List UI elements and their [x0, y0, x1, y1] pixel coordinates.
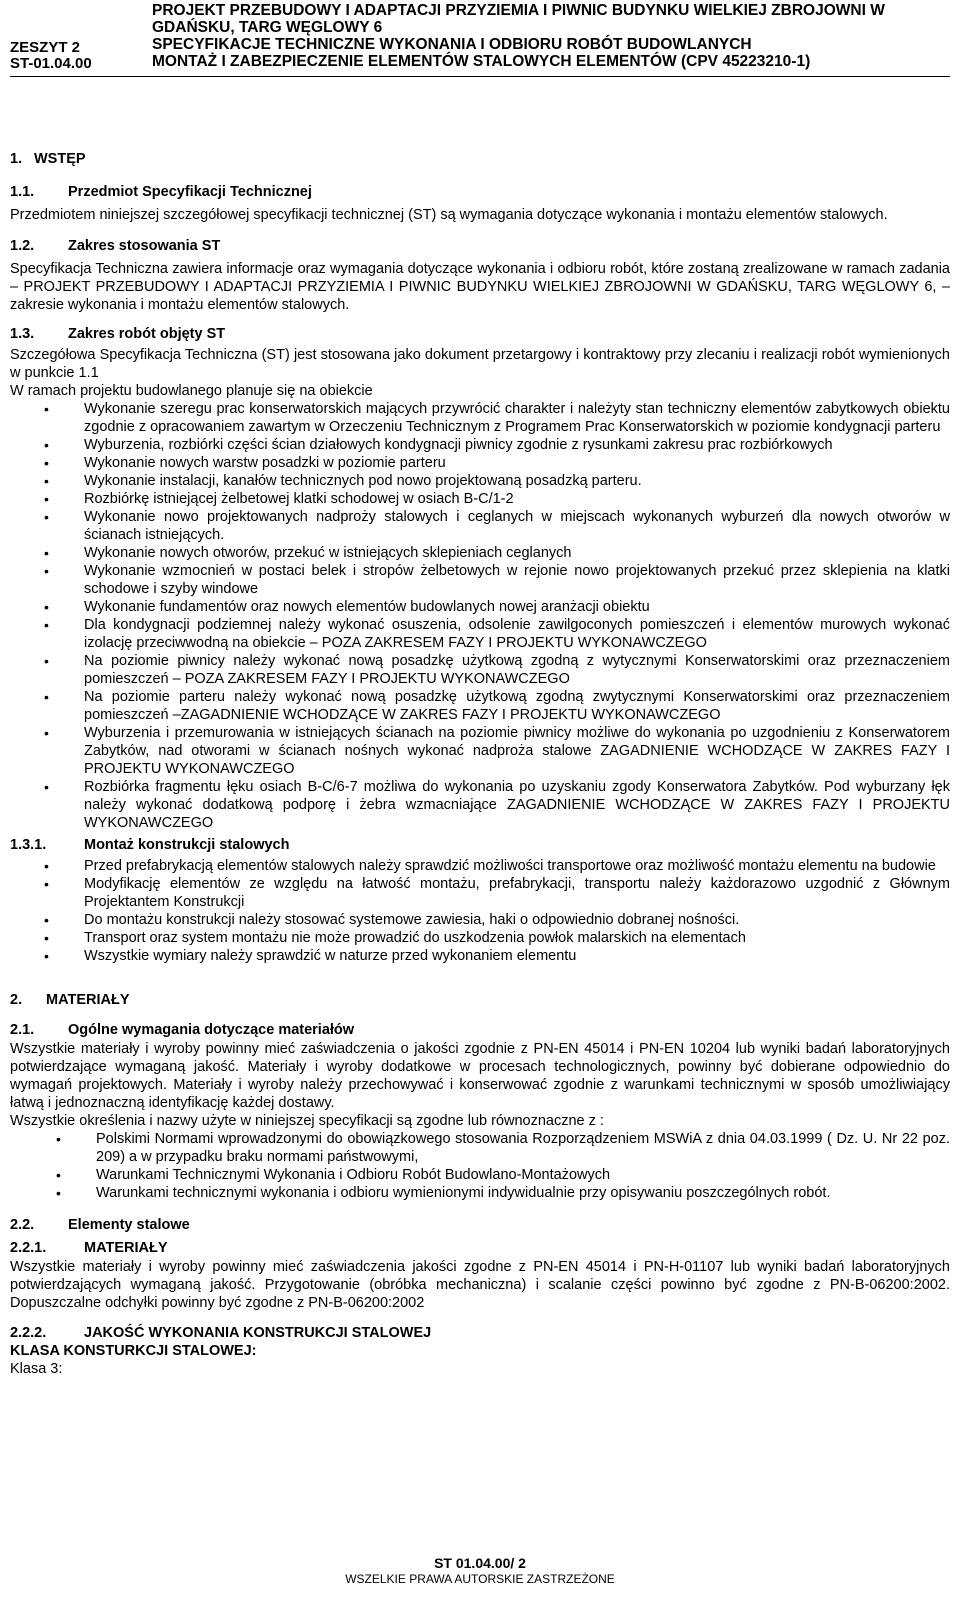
section-number: 2.2.2.: [10, 1325, 47, 1341]
steel-class-title: KLASA KONSTURKCJI STALOWEJ:: [10, 1343, 257, 1359]
list-item: • Wykonanie instalacji, kanałów technicznych pod nowo projektowaną posadzką parteru.: [10, 472, 950, 490]
header-code: ST-01.04.00: [10, 55, 92, 72]
list-item: • Wykonanie nowych otworów, przekuć w istniejących sklepieniach ceglanych: [10, 544, 950, 562]
section-title: Zakres robót objęty ST: [68, 326, 226, 342]
header-line-4: MONTAŻ I ZABEZPIECZENIE ELEMENTÓW STALOWYCH ELEMENTÓW (CPV 45223210-1): [152, 53, 811, 70]
header-right: [152, 2, 952, 70]
list-item: • Wykonanie szeregu prac konserwatorskich mających przywrócić charakter i należyty stan techniczny elementów zabytkowych obiektu zgodnie z opracowaniem zawartym w Orzeczeniu Technicznym z Programem Prac Konserwatorskich w poziomie kondygnacji parteru: [10, 400, 950, 436]
list-item: • Na poziomie parteru należy wykonać nową posadzkę użytkową zgodną zwytycznymi Konserwatorskimi oraz przeznaczeniem pomieszczeń –ZAGADNIENIE WCHODZĄCE W ZAKRES FAZY I PROJEKTU WYKONAWCZEGO: [10, 688, 950, 724]
header-left: [10, 8, 92, 72]
page-number: ST 01.04.00/ 2: [434, 1555, 526, 1571]
list-item: • Polskimi Normami wprowadzonymi do obowiązkowego stosowania Rozporządzeniem MSWiA z dnia 04.03.1999 ( Dz. U. Nr 22 poz. 209) a w przypadku braku normami państwowymi,: [10, 1130, 950, 1166]
section-1-2-text: Specyfikacja Techniczna zawiera informacje oraz wymagania dotyczące wykonania i odbioru robót, które zostaną zrealizowane w ramach zadania – PROJEKT PRZEBUDOWY I ADAPTACJI PRZYZIEMIA I PIWNIC BUDYNKU WIELKIEJ ZBROJOWNI W GDAŃSKU, TARG WĘGLOWY 6, – zakresie wykonania i montażu elementów stalowych.: [10, 261, 950, 313]
list-item: • Wyburzenia, rozbiórki części ścian działowych kondygnacji piwnicy zgodnie z rysunkami zakresu prac rozbiórkowych: [10, 436, 950, 454]
section-1-heading: [10, 150, 950, 168]
header-line-1: PROJEKT PRZEBUDOWY I ADAPTACJI PRZYZIEMIA I PIWNIC BUDYNKU WIELKIEJ ZBROJOWNI W: [152, 2, 885, 19]
scope-list: [10, 400, 950, 832]
section-number: 2.1.: [10, 1022, 35, 1038]
header-zeszyt: ZESZYT 2: [10, 39, 81, 56]
list-item: • Wykonanie fundamentów oraz nowych elementów budowlanych nowej aranżacji obiektu: [10, 598, 950, 616]
section-title: Zakres stosowania ST: [68, 238, 221, 254]
section-1-3-1-heading: [10, 836, 950, 854]
section-2-2-2-heading: [10, 1324, 950, 1342]
list-item: • Wyburzenia i przemurowania w istniejących ścianach na poziomie piwnicy możliwe do wykonania po uzgodnieniu z Konserwatorem Zabytków, nad otworami w ścianach nośnych wykonać nadproża stalowe ZAGADNIENIE WCHODZĄCE W ZAKRES FAZY I PROJEKTU WYKONAWCZEGO: [10, 724, 950, 778]
section-number: 2.: [10, 992, 23, 1008]
list-item: • Na poziomie piwnicy należy wykonać nową posadzkę użytkową zgodną z wytycznymi Konserwatorskimi oraz przeznaczeniem pomieszczeń – POZA ZAKRESEM FAZY I PROJEKTU WYKONAWCZEGO: [10, 652, 950, 688]
section-number: 2.2.1.: [10, 1240, 47, 1256]
section-2-2-1-text: Wszystkie materiały i wyroby powinny mieć zaświadczenia jakości zgodne z PN-EN 45014 i PN-H-01107 lub wyniki badań laboratoryjnych potwierdzających wymaganą jakość. Przygotowanie (obróbka mechaniczna) i scalanie części powinno być zgodne z PN-B-06200:2002. Dopuszczalne odchyłki powinny być zgodne z PN-B-06200:2002: [10, 1259, 950, 1311]
list-item: • Dla kondygnacji podziemnej należy wykonać osuszenia, odsolenie zawilgoconych pomieszczeń i elementów murowych wykonać izolację przeciwwodną na obiekcie – POZA ZAKRESEM FAZY I PROJEKTU WYKONAWCZEGO: [10, 616, 950, 652]
section-title: MATERIAŁY: [84, 1240, 168, 1256]
header-rule: [10, 76, 950, 77]
section-number: 1.2.: [10, 238, 35, 254]
section-2-1-heading: [10, 1021, 950, 1039]
list-item: • Wykonanie nowo projektowanych nadproży stalowych i ceglanych w miejscach wykonanych wyburzeń dla nowych otworów w ścianach istniejących.: [10, 508, 950, 544]
section-2-1-intro: Wszystkie określenia i nazwy użyte w niniejszej specyfikacji są zgodne lub równoznaczne z :: [10, 1113, 604, 1129]
page-footer: [0, 1555, 960, 1587]
section-title: Ogólne wymagania dotyczące materiałów: [68, 1022, 355, 1038]
section-title: MATERIAŁY: [46, 992, 130, 1008]
section-title: JAKOŚĆ WYKONANIA KONSTRUKCJI STALOWEJ: [84, 1325, 432, 1341]
header-line-3: SPECYFIKACJE TECHNICZNE WYKONANIA I ODBIORU ROBÓT BUDOWLANYCH: [152, 36, 752, 53]
steel-class-value: Klasa 3:: [10, 1361, 63, 1377]
document-body: [10, 150, 950, 1378]
copyright-notice: WSZELKIE PRAWA AUTORSKIE ZASTRZEŻONE: [345, 1572, 615, 1586]
page-header: [0, 0, 960, 76]
list-item: • Wykonanie nowych warstw posadzki w poziomie parteru: [10, 454, 950, 472]
section-2-heading: [10, 991, 950, 1009]
section-number: 1.3.: [10, 326, 35, 342]
list-item: • Wszystkie wymiary należy sprawdzić w naturze przed wykonaniem elementu: [10, 947, 950, 965]
list-item: • Transport oraz system montażu nie może prowadzić do uszkodzenia powłok malarskich na elementach: [10, 929, 950, 947]
section-2-2-1-heading: [10, 1239, 950, 1257]
section-title: Przedmiot Specyfikacji Technicznej: [68, 184, 312, 200]
section-title: WSTĘP: [34, 151, 86, 167]
list-item: • Warunkami Technicznymi Wykonania i Odbioru Robót Budowlano-Montażowych: [10, 1166, 950, 1184]
section-number: 2.2.: [10, 1217, 35, 1233]
section-2-1-text: Wszystkie materiały i wyroby powinny mieć zaświadczenia o jakości zgodnie z PN-EN 45014 i PN-EN 10204 lub wyniki badań laboratoryjnych potwierdzające wymaganą jakość. Materiały i wyroby dodatkowe w procesach technologicznych, powinny być dobierane odpowiednio do wymagań projektowych. Materiały i wyroby należy przechowywać i konserwować zgodnie z warunkami technicznymi w sposób umożliwiający łatwą i jednoznaczną identyfikację każdej dostawy.: [10, 1041, 950, 1111]
list-item: • Warunkami technicznymi wykonania i odbioru wymienionymi indywidualnie przy opisywaniu poszczególnych robót.: [10, 1184, 950, 1202]
section-2-2-heading: [10, 1216, 950, 1234]
section-1-3-intro: W ramach projektu budowlanego planuje się na obiekcie: [10, 383, 373, 399]
header-line-2: GDAŃSKU, TARG WĘGLOWY 6: [152, 19, 383, 36]
list-item: • Rozbiórkę istniejącej żelbetowej klatki schodowej w osiach B-C/1-2: [10, 490, 950, 508]
section-1-1-heading: [10, 183, 950, 201]
section-1-1-text: Przedmiotem niniejszej szczegółowej specyfikacji technicznej (ST) są wymagania dotyczące wykonania i montażu elementów stalowych.: [10, 207, 888, 223]
section-title: Montaż konstrukcji stalowych: [84, 837, 290, 853]
assembly-list: [10, 857, 950, 965]
list-item: • Rozbiórka fragmentu łęku osiach B-C/6-7 możliwa do wykonania po uzyskaniu zgody Konserwatora Zabytków. Pod wyburzany łęk należy wykonać dodatkową podporę i żebra wzmacniające ZAGADNIENIE WCHODZĄCE W ZAKRES FAZY I PROJEKTU WYKONAWCZEGO: [10, 778, 950, 832]
section-1-3-text: Szczegółowa Specyfikacja Techniczna (ST) jest stosowana jako dokument przetargowy i kontraktowy przy zlecaniu i realizacji robót wymienionych w punkcie 1.1: [10, 347, 950, 381]
list-item: • Modyfikację elementów ze względu na łatwość montażu, prefabrykacji, transportu należy każdorazowo uzgodnić z Głównym Projektantem Konstrukcji: [10, 875, 950, 911]
list-item: • Przed prefabrykacją elementów stalowych należy sprawdzić możliwości transportowe oraz możliwość montażu elementu na budowie: [10, 857, 950, 875]
section-number: 1.3.1.: [10, 837, 47, 853]
section-title: Elementy stalowe: [68, 1217, 190, 1233]
list-item: • Wykonanie wzmocnień w postaci belek i stropów żelbetowych w rejonie nowo projektowanych przekuć przez sklepienia na klatki schodowe i szyby windowe: [10, 562, 950, 598]
list-item: • Do montażu konstrukcji należy stosować systemowe zawiesia, haki o odpowiednio dobranej nośności.: [10, 911, 950, 929]
section-number: 1.1.: [10, 184, 35, 200]
section-1-2-heading: [10, 237, 950, 255]
standards-list: [10, 1130, 950, 1202]
section-1-3-heading: [10, 325, 950, 343]
section-number: 1.: [10, 151, 23, 167]
